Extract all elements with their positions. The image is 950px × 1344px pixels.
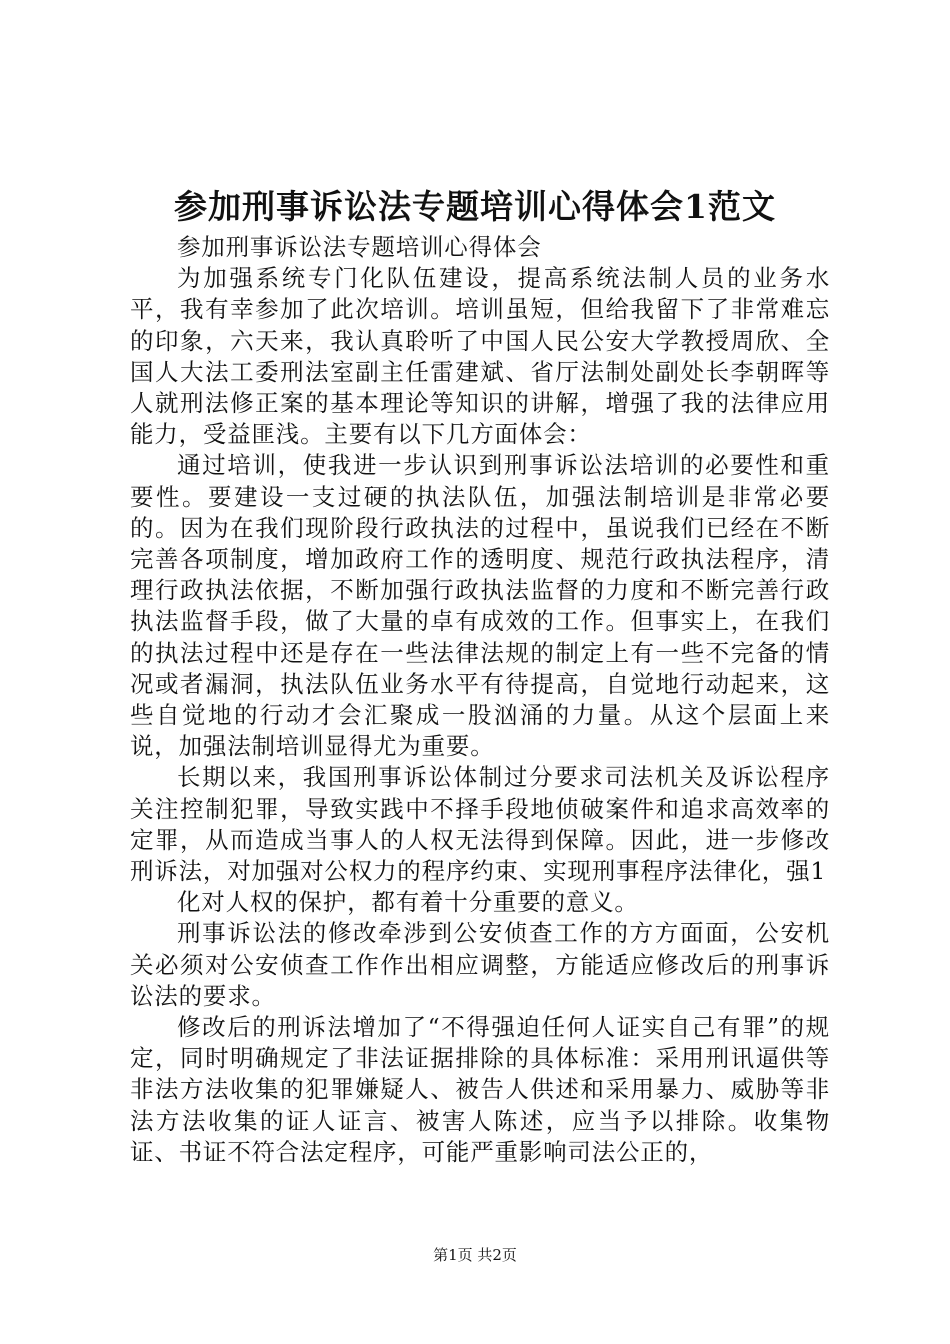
body-paragraph: 通过培训，使我进一步认识到刑事诉讼法培训的必要性和重要性。要建设一支过硬的执法队伍，加强法制培训是非常必要的。因为在我们现阶段行政执法的过程中，虽说我们已经在不断完善各项制度，增加政府工作的透明度、规范行政执法程序，清理行政执法依据，不断加强行政执法监督的力度和不断完善行政执法监督手段，做了大量的卓有成效的工作。但事实上，在我们的执法过程中还是存在一些法律法规的制定上有一些不完备的情况或者漏洞，执法队伍业务水平有待提高，自觉地行动起来，这些自觉地的行动才会汇聚成一股汹涌的力量。从这个层面上来说，加强法制培训显得尤为重要。 xyxy=(130,451,830,761)
body-paragraph: 刑事诉讼法的修改牵涉到公安侦查工作的方方面面，公安机关必须对公安侦查工作作出相应调整，方能适应修改后的刑事诉讼法的要求。 xyxy=(130,919,830,1010)
document-title: 参加刑事诉讼法专题培训心得体会1范文 xyxy=(174,187,776,226)
body-paragraph: 为加强系统专门化队伍建设，提高系统法制人员的业务水平，我有幸参加了此次培训。培训虽短，但给我留下了非常难忘的印象，六天来，我认真聆听了中国人民公安大学教授周欣、全国人大法工委刑法室副主任雷建斌、省厅法制处副处长李朝晖等人就刑法修正案的基本理论等知识的讲解，增强了我的法律应用能力，受益匪浅。主要有以下几方面体会： xyxy=(130,264,830,449)
body-paragraph: 修改后的刑诉法增加了“不得强迫任何人证实自己有罪”的规定，同时明确规定了非法证据排除的具体标准：采用刑讯逼供等非法方法收集的犯罪嫌疑人、被告人供述和采用暴力、威胁等非法方法收集的证人证言、被害人陈述，应当予以排除。收集物证、书证不符合法定程序，可能严重影响司法公正的， xyxy=(130,1013,830,1166)
body-paragraph: 长期以来，我国刑事诉讼体制过分要求司法机关及诉讼程序关注控制犯罪，导致实践中不择手段地侦破案件和追求高效率的定罪，从而造成当事人的人权无法得到保障。因此，进一步修改刑诉法，对加强对公权力的程序约束、实现刑事程序法律化，强1 xyxy=(130,763,830,886)
subtitle-paragraph: 参加刑事诉讼法专题培训心得体会 xyxy=(177,233,542,261)
page-number-footer: 第1页 共2页 xyxy=(433,1246,517,1264)
body-paragraph: 化对人权的保护，都有着十分重要的意义。 xyxy=(177,888,639,917)
document-body xyxy=(130,232,830,1168)
